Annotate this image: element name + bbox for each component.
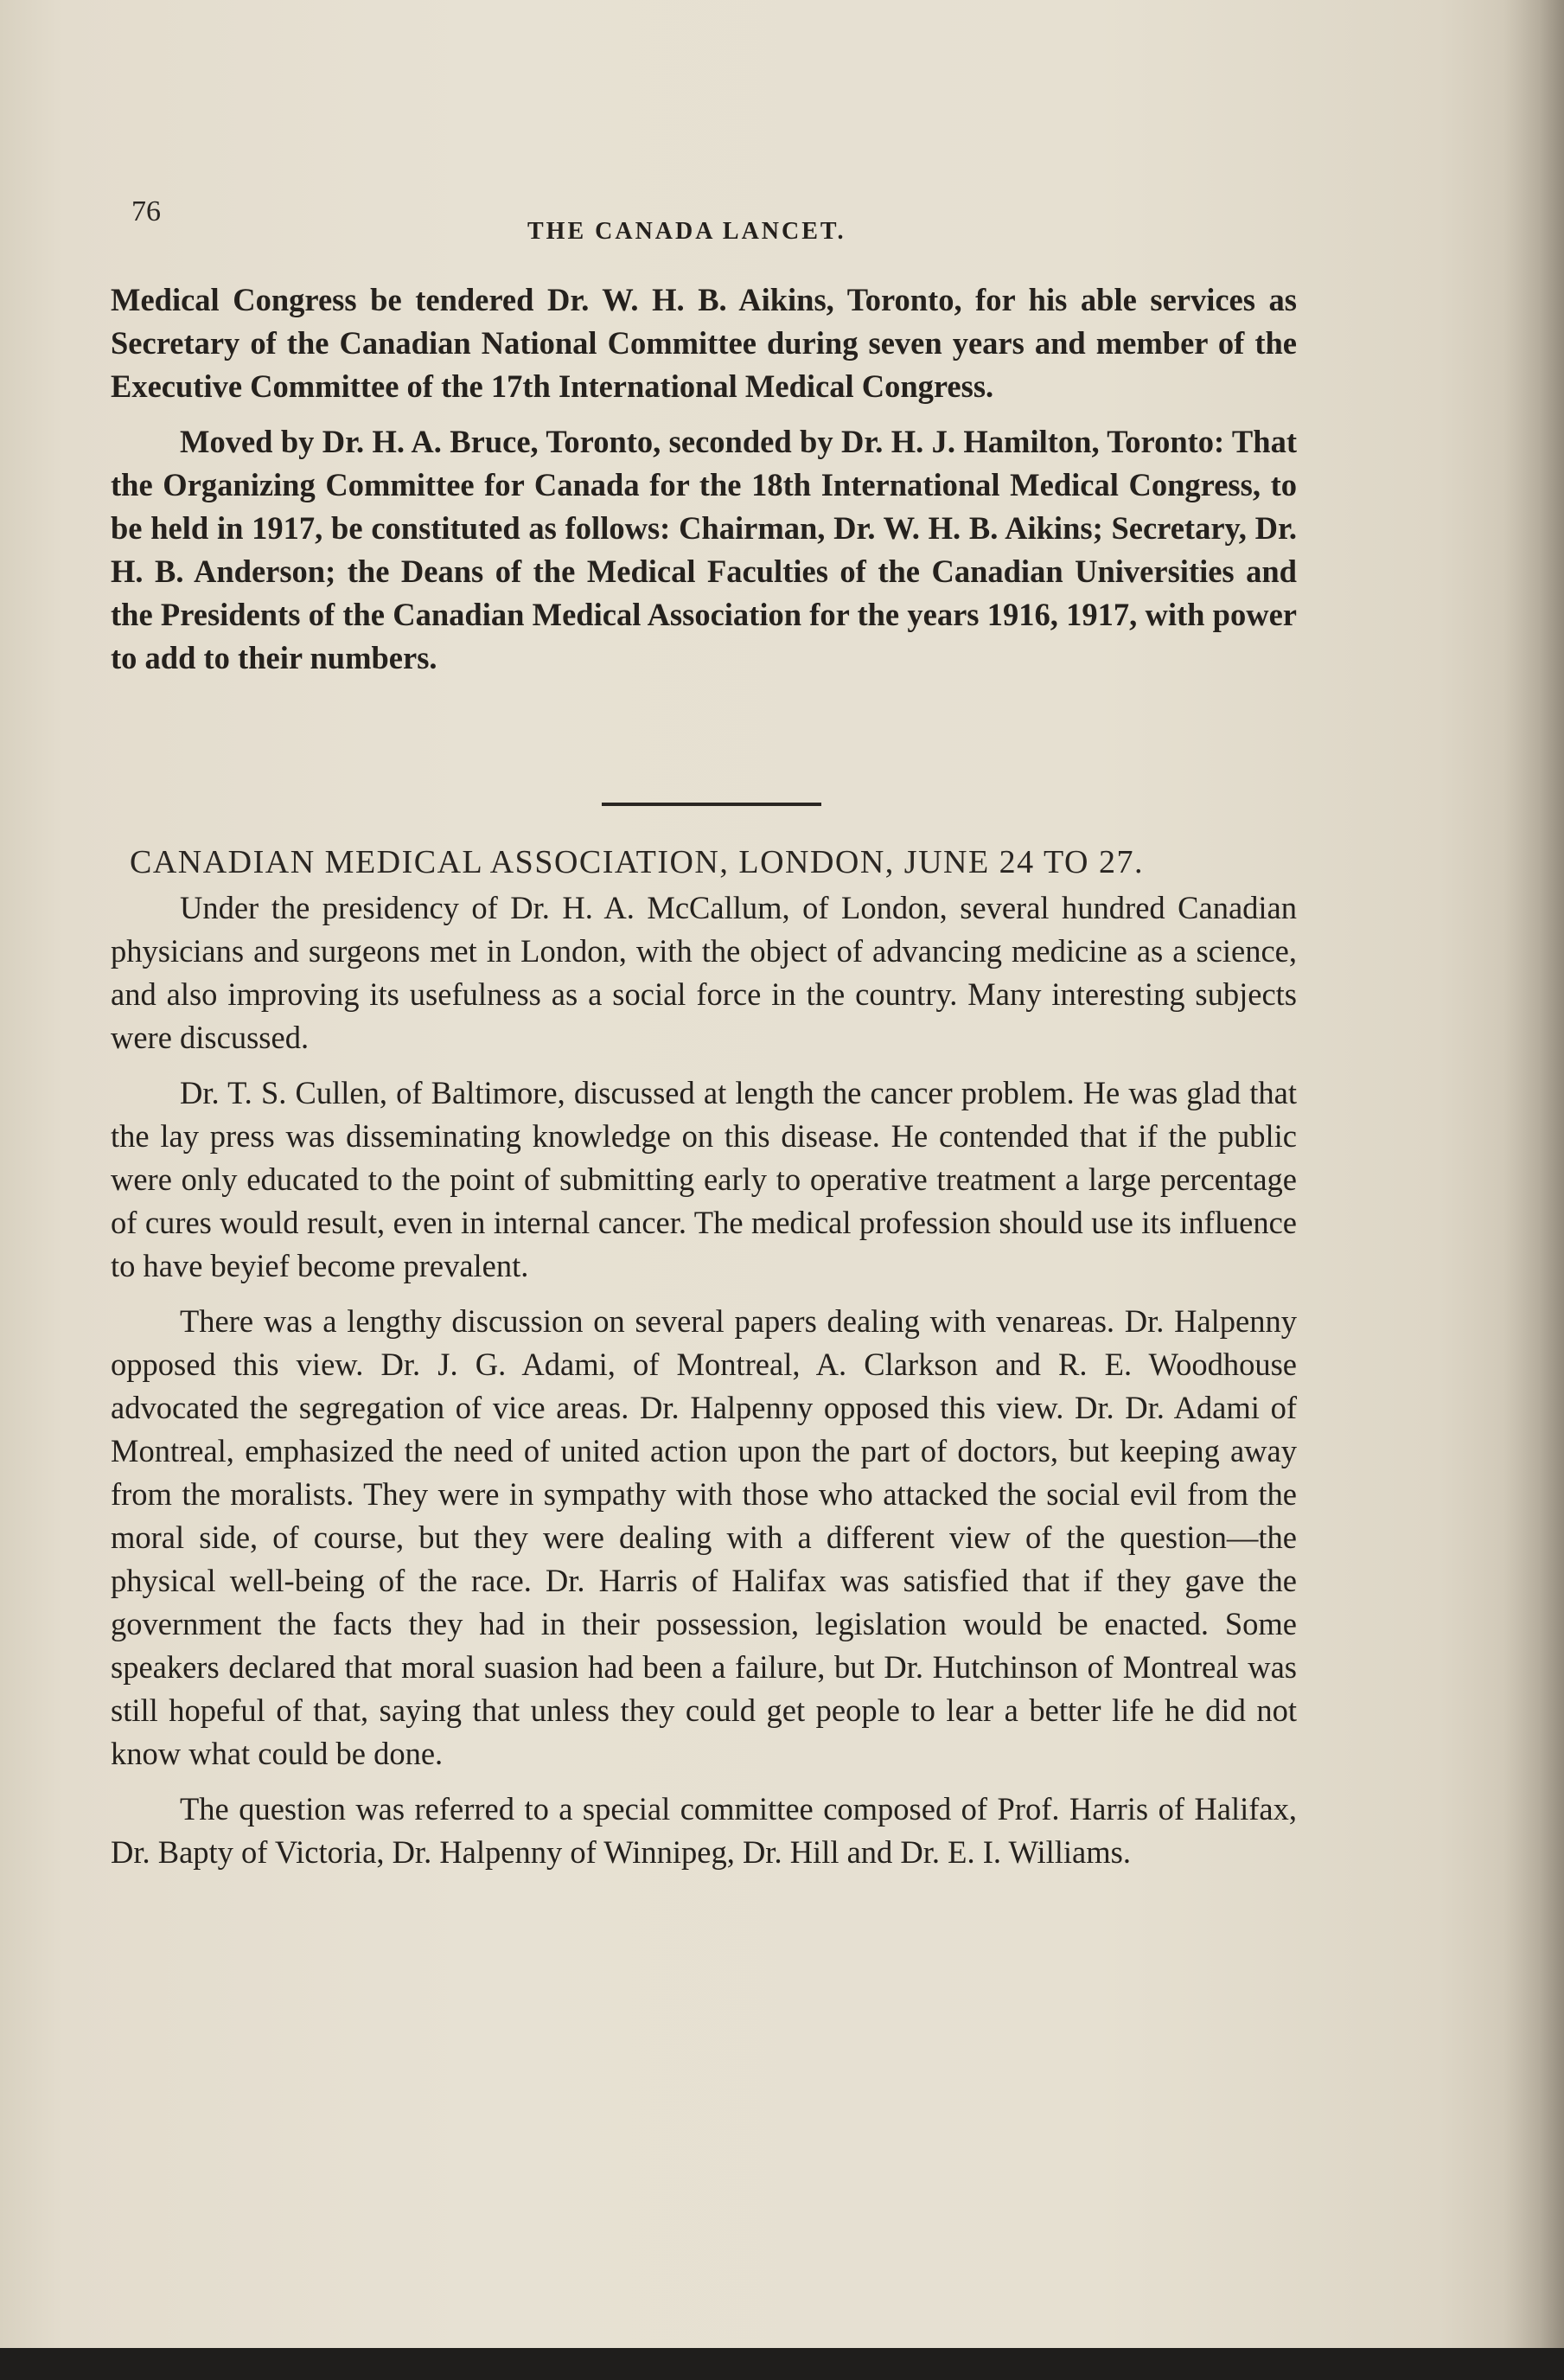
paragraph-cancer-problem: Dr. T. S. Cullen, of Baltimore, discussed at length the cancer problem. He was glad that the lay press was disseminating knowledge on this disease. He contended that if the public were only educated to the point of submitting early to operative treatment a large percentage of cures would result, even in internal cancer. The medical profession should use its influence to have beyief become prevalent.	[111, 1075, 1297, 1283]
paragraph-discussion: There was a lengthy discussion on several papers dealing with venareas. Dr. Halpenny opposed this view. Dr. J. G. Adami, of Montreal, A. Clarkson and R. E. Woodhouse advocated the segregation of vice areas. Dr. Halpenny opposed this view. Dr. Dr. Adami of Montreal, emphasized the need of united action upon the part of doctors, but keeping away from the moralists. They were in sympathy with those who attacked the social evil from the moral side, of course, but they were dealing with a different view of the question—the physical well-being of the race. Dr. Harris of Halifax was satisfied that if they gave the government the facts they had in their possession, legislation would be enacted. Some speakers declared that moral suasion had been a failure, but Dr. Hutchinson of Montreal was still hopeful of that, saying that unless they could get people to lear a better life he did not know what could be done.	[111, 1303, 1297, 1771]
top-section	[111, 278, 1297, 680]
section-heading: CANADIAN MEDICAL ASSOCIATION, LONDON, JUNE 24 TO 27.	[130, 844, 1144, 880]
paragraph-organizing-committee: Moved by Dr. H. A. Bruce, Toronto, seconded by Dr. H. J. Hamilton, Toronto: That the Organizing Committee for Canada for the 18th International Medical Congress, to be held in 1917, be constituted as follows: Chairman, Dr. W. H. B. Aikins; Secretary, Dr. H. B. Anderson; the Deans of the Medical Faculties of the Canadian Universities and the Presidents of the Canadian Medical Association for the years 1916, 1917, with power to add to their numbers.	[111, 424, 1297, 675]
bottom-edge	[0, 2348, 1564, 2380]
section-divider	[602, 803, 821, 806]
paragraph-congress-thanks: Medical Congress be tendered Dr. W. H. B. Aikins, Toronto, for his able services as Secretary of the Canadian National Committee during seven years and member of the Executive Committee of the 17th International Medical Congress.	[111, 282, 1297, 404]
running-title: THE CANADA LANCET.	[527, 218, 846, 245]
page-number: 76	[131, 195, 161, 227]
association-section	[111, 886, 1297, 1874]
spine-shadow	[1503, 0, 1564, 2348]
paragraph-presidency: Under the presidency of Dr. H. A. McCallum, of London, several hundred Canadian physicians and surgeons met in London, with the object of advancing medicine as a science, and also improving its usefulness as a social force in the country. Many interesting subjects were discussed.	[111, 890, 1297, 1055]
paragraph-committee: The question was referred to a special committee composed of Prof. Harris of Halifax, Dr. Bapty of Victoria, Dr. Halpenny of Winnipeg, Dr. Hill and Dr. E. I. Williams.	[111, 1791, 1297, 1870]
